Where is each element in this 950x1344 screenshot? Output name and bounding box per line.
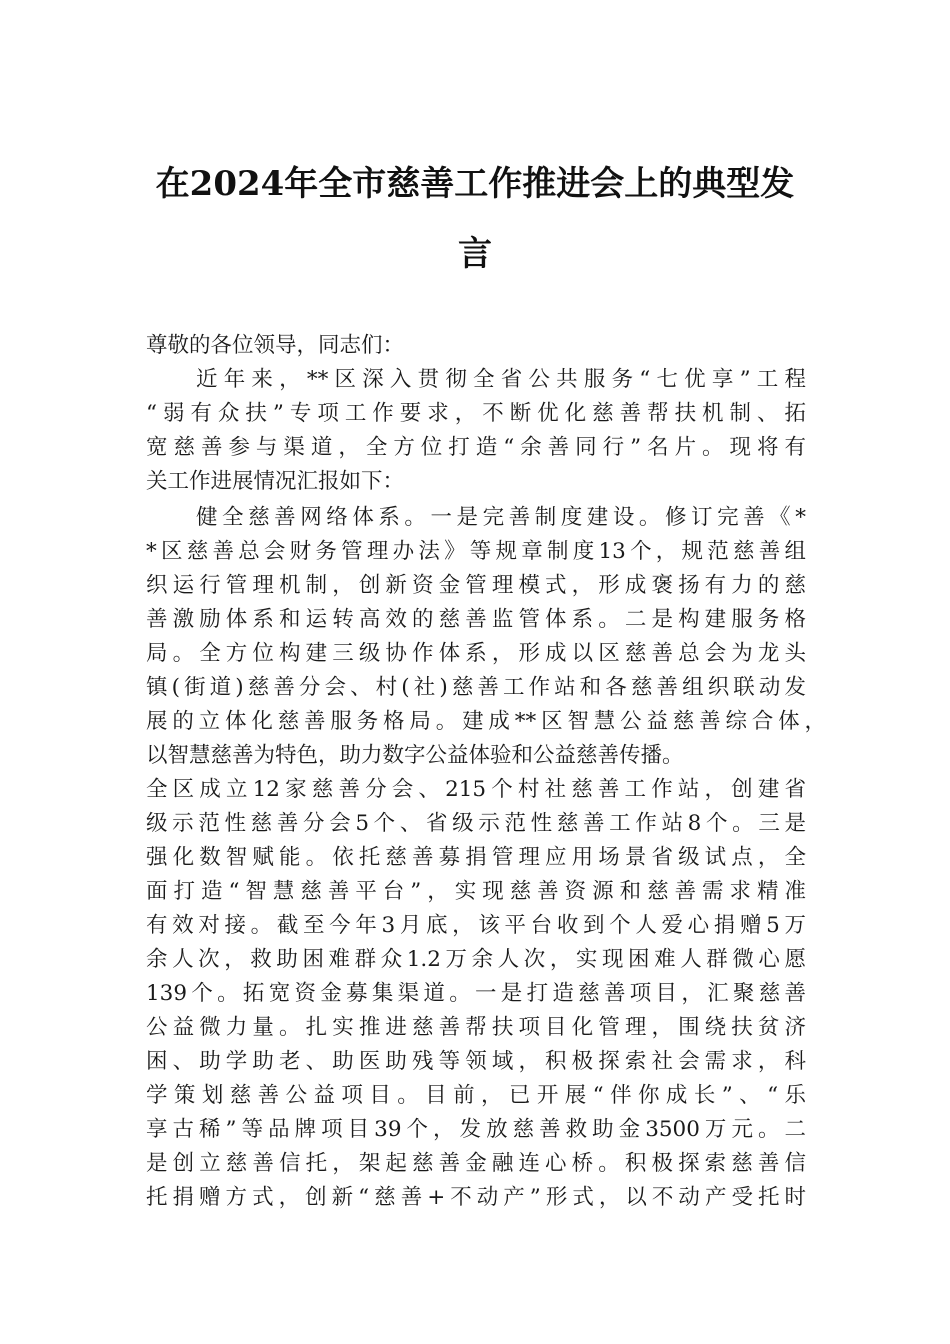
body-line: 是创立慈善信托，架起慈善金融连心桥。积极探索慈善信 — [146, 1151, 806, 1176]
body-line: 余人次，救助困难群众1.2万余人次，实现困难人群微心愿 — [146, 947, 806, 972]
greeting-line: 尊敬的各位领导，同志们： — [146, 333, 405, 358]
body-line: 以智慧慈善为特色，助力数字公益体验和公益慈善传播。 — [146, 743, 684, 768]
body-line: 宽慈善参与渠道，全方位打造“余善同行”名片。现将有 — [146, 435, 806, 460]
body-line: “弱有众扶”专项工作要求，不断优化慈善帮扶机制、拓 — [146, 401, 806, 426]
body-line: 织运行管理机制，创新资金管理模式，形成褒扬有力的慈 — [146, 573, 806, 598]
body-line: 面打造“智慧慈善平台”，实现慈善资源和慈善需求精准 — [146, 879, 806, 904]
body-line: 托捐赠方式，创新“慈善+不动产”形式，以不动产受托时 — [146, 1185, 806, 1210]
body-line: 强化数智赋能。依托慈善募捐管理应用场景省级试点，全 — [146, 845, 806, 870]
body-line: 局。全方位构建三级协作体系，形成以区慈善总会为龙头 — [146, 641, 806, 666]
body-line: 镇(街道)慈善分会、村(社)慈善工作站和各慈善组织联动发 — [146, 675, 806, 700]
document-title-line-2: 言 — [458, 234, 492, 274]
body-line: 有效对接。截至今年3月底，该平台收到个人爱心捐赠5万 — [146, 913, 806, 938]
body-line: 关工作进展情况汇报如下： — [146, 469, 405, 494]
body-line: 健全慈善网络体系。一是完善制度建设。修订完善《* — [196, 505, 806, 530]
body-line: 级示范性慈善分会5个、省级示范性慈善工作站8个。三是 — [146, 811, 806, 836]
body-line: 学策划慈善公益项目。目前，已开展“伴你成长”、“乐 — [146, 1083, 806, 1108]
body-line: 近年来，**区深入贯彻全省公共服务“七优享”工程 — [196, 367, 806, 392]
body-line: 困、助学助老、助医助残等领域，积极探索社会需求，科 — [146, 1049, 806, 1074]
body-line: 公益微力量。扎实推进慈善帮扶项目化管理，围绕扶贫济 — [146, 1015, 806, 1040]
body-line: 全区成立12家慈善分会、215个村社慈善工作站，创建省 — [146, 777, 806, 802]
body-line: 享古稀”等品牌项目39个，发放慈善救助金3500万元。二 — [146, 1117, 806, 1142]
body-line: *区慈善总会财务管理办法》等规章制度13个，规范慈善组 — [146, 539, 806, 564]
document-title-line-1: 在2024年全市慈善工作推进会上的典型发 — [155, 164, 795, 204]
body-line: 139个。拓宽资金募集渠道。一是打造慈善项目，汇聚慈善 — [146, 981, 806, 1006]
body-line: 善激励体系和运转高效的慈善监管体系。二是构建服务格 — [146, 607, 806, 632]
body-line: 展的立体化慈善服务格局。建成**区智慧公益慈善综合体， — [146, 709, 826, 734]
